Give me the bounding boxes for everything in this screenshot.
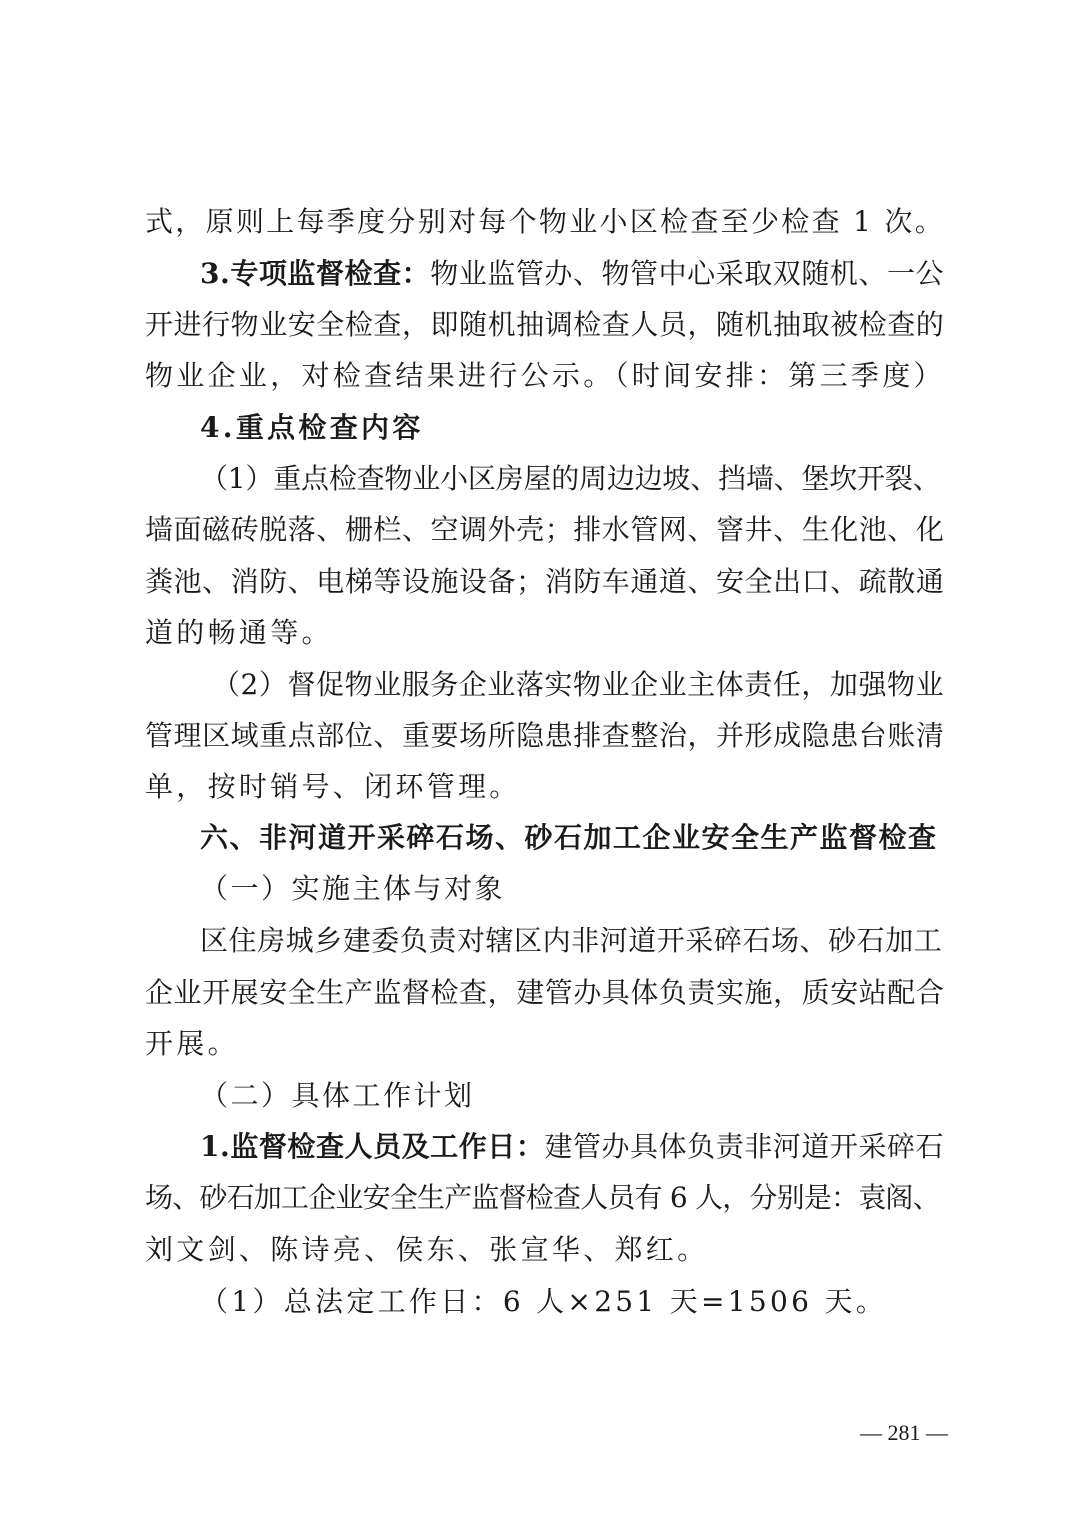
paragraph-3-line-2: 开进行物业安全检查，即随机抽调检查人员，随机抽取被检查的 — [145, 308, 945, 341]
item-1-line-1: （1）重点检查物业小区房屋的周边边坡、挡墙、堡坎开裂、 — [200, 462, 941, 495]
paragraph-1-line-2: 场、砂石加工企业安全生产监督检查人员有 6 人，分别是：袁阁、 — [145, 1181, 940, 1214]
subsection-2-heading: （二）具体工作计划 — [200, 1079, 475, 1112]
item-2-line-1: （2）督促物业服务企业落实物业企业主体责任，加强物业 — [212, 668, 945, 701]
item-2-line-2: 管理区域重点部位、重要场所隐患排查整治，并形成隐患台账清 — [145, 719, 945, 752]
paragraph-1-label: 1.监督检查人员及工作日： — [200, 1130, 545, 1163]
subsection-1-line-1: 区住房城乡建委负责对辖区内非河道开采碎石场、砂石加工 — [200, 924, 943, 957]
body-text-line: 式，原则上每季度分别对每个物业小区检查至少检查 1 次。 — [145, 205, 946, 238]
item-1-line-4: 道的畅通等。 — [145, 616, 333, 649]
item-1-line-2: 墙面磁砖脱落、栅栏、空调外壳；排水管网、窨井、生化池、化 — [145, 513, 945, 546]
paragraph-3-line-3: 物业企业，对检查结果进行公示。（时间安排：第三季度） — [145, 359, 945, 392]
item-1-line-3: 粪池、消防、电梯等设施设备；消防车通道、安全出口、疏散通 — [145, 565, 945, 598]
subsection-1-heading: （一）实施主体与对象 — [200, 872, 506, 905]
paragraph-1-text: 建管办具体负责非河道开采碎石 — [544, 1130, 945, 1163]
paragraph-3-label: 3.专项监督检查： — [200, 257, 431, 290]
paragraph-3-line-1 — [200, 254, 945, 294]
paragraph-1-line-3: 刘文剑、陈诗亮、侯东、张宣华、郑红。 — [145, 1233, 709, 1266]
section-4-title: 4.重点检查内容 — [200, 411, 424, 444]
subsection-1-line-3: 开展。 — [145, 1027, 239, 1060]
section-6-heading: 六、非河道开采碎石场、砂石加工企业安全生产监督检查 — [200, 821, 938, 854]
paragraph-3-text: 物业监管办、物管中心采取双随机、一公 — [430, 257, 945, 290]
paragraph-1-line-1 — [200, 1127, 945, 1167]
subsection-1-line-2: 企业开展安全生产监督检查，建管办具体负责实施，质安站配合 — [145, 976, 945, 1009]
page-number: — 281 — — [860, 1420, 948, 1445]
workdays-line: （1）总法定工作日：6 人×251 天=1506 天。 — [200, 1285, 888, 1318]
item-2-line-3: 单，按时销号、闭环管理。 — [145, 770, 521, 803]
